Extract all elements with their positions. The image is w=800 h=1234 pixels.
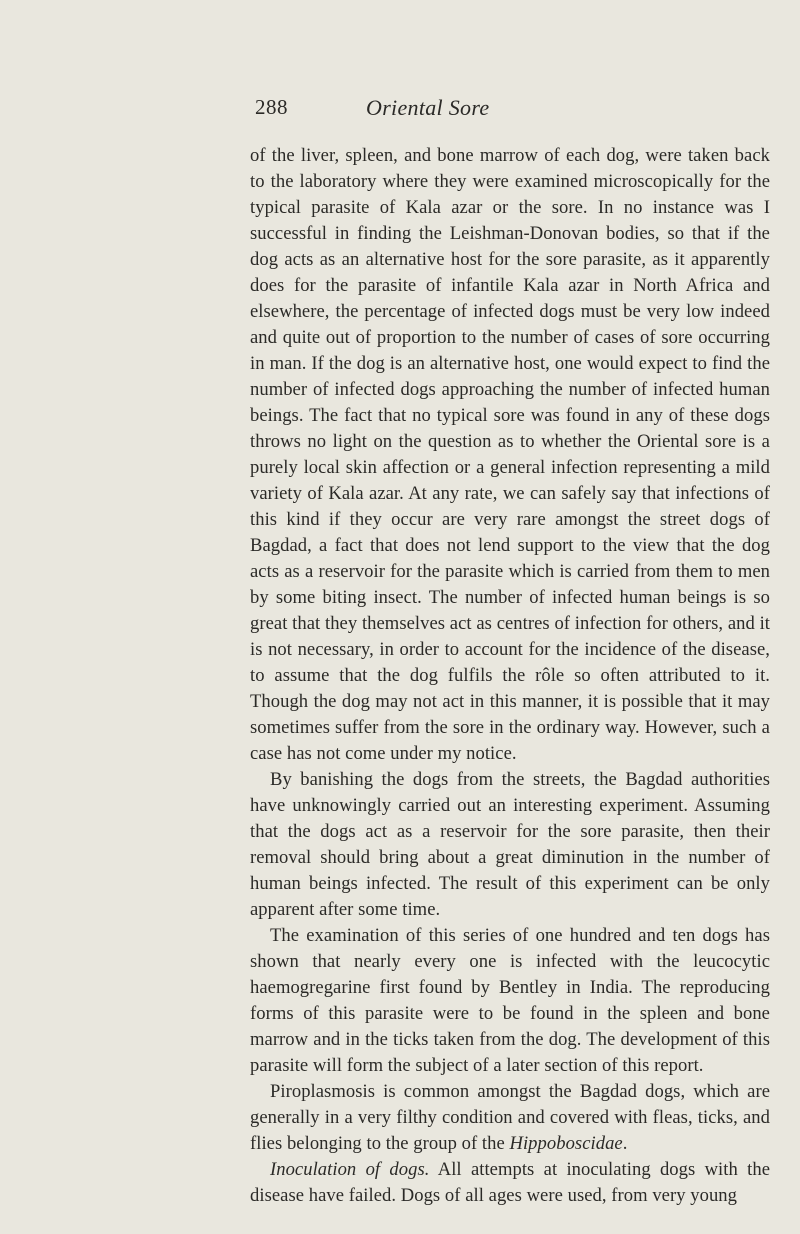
body-text [250,143,770,1209]
page-header [0,95,800,125]
page-number: 288 [255,95,288,119]
hippoboscidae-term: Hippoboscidae [509,1133,623,1154]
paragraph-continued: of the liver, spleen, and bone marrow of each dog, were taken back to the laboratory where they were examined microscopically for the typical parasite of Kala azar or the sore. In no instance was I successful in finding the Leishman-Donovan bodies, so that if the dog acts as an alternative host for the sore parasite, as it apparently does for the parasite of infantile Kala azar in North Africa and elsewhere, the percentage of infected dogs must be very low indeed and quite out of proportion to the number of cases of sore occurring in man. If the dog is an alternative host, one would expect to find the number of infected dogs approaching the number of infected human beings. The fact that no typical sore was found in any of these dogs throws no light on the question as to whether the Oriental sore is a purely local skin affection or a general infection representing a mild variety of Kala azar. At any rate, we can safely say that infections of this kind if they occur are very rare amongst the street dogs of Bagdad, a fact that does not lend support to the view that the dog acts as a reservoir for the parasite which is carried from them to men by some biting insect. The number of infected human beings is so great that they themselves act as centres of infection for others, and it is not necessary, in order to account for the incidence of the disease, to assume that the dog fulfils the rôle so often attributed to it. Though the dog may not act in this manner, it is possible that it may sometimes suffer from the sore in the ordinary way. However, such a case has not come under my notice. [250,145,770,764]
running-title: Oriental Sore [366,95,490,120]
inoculation-text: All attempts at inoculating dogs with the disease have failed. Dogs of all ages were used, from very young [250,1159,771,1206]
paragraph-haemogregarine: The examination of this series of one hundred and ten dogs has shown that nearly every one is infected with the leucocytic haemogregarine first found by Bentley in India. The reproducing forms of this parasite were to be found in the spleen and bone marrow and in the ticks taken from the dog. The development of this parasite will form the subject of a later section of this report. [250,925,770,1076]
paragraph-piroplasmosis [250,1079,770,1157]
paragraph-bagdad-experiment: By banishing the dogs from the streets, the Bagdad authorities have unknowingly carried out an interesting experiment. Assuming that the dogs act as a reservoir for the sore parasite, then their removal should bring about a great diminution in the number of human beings infected. The result of this experiment can be only apparent after some time. [250,769,770,920]
piroplasmosis-end: . [622,1133,628,1154]
piroplasmosis-text: Piroplasmosis is common amongst the Bagdad dogs, which are generally in a very filthy condition and covered with fleas, ticks, and flies belonging to the group of the [250,1081,770,1154]
paragraph-inoculation [250,1157,770,1209]
inoculation-heading: Inoculation of dogs. [270,1159,430,1180]
